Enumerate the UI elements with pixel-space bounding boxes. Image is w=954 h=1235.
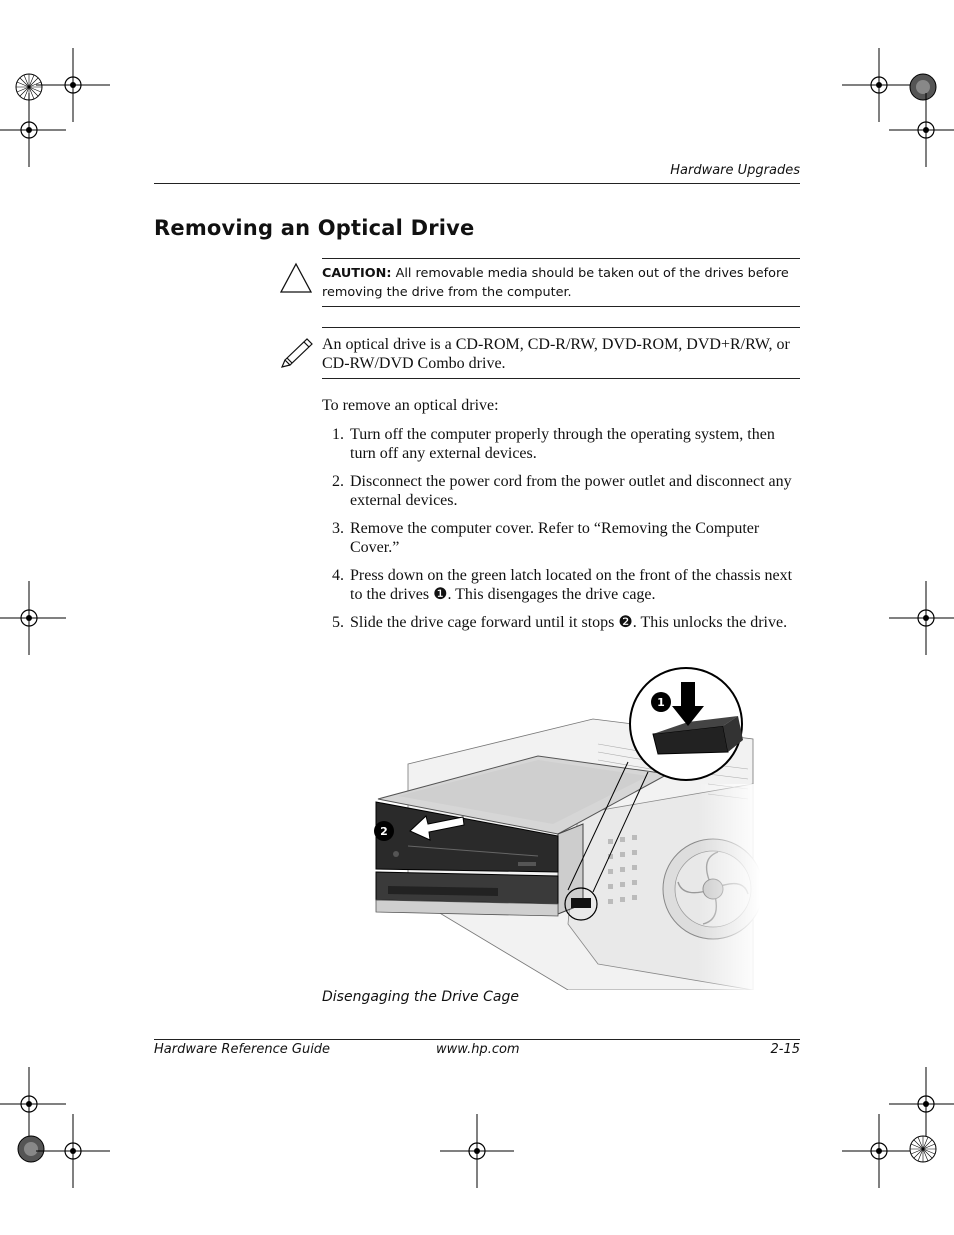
page-number: 2-15 xyxy=(770,1042,800,1057)
list-item xyxy=(322,613,802,632)
caution-notice xyxy=(322,264,800,302)
header-rule xyxy=(154,183,800,184)
footer-guide-title: Hardware Reference Guide xyxy=(154,1042,331,1057)
caution-triangle-icon xyxy=(279,262,313,294)
figure-caption: Disengaging the Drive Cage xyxy=(322,989,519,1005)
list-item xyxy=(322,472,802,510)
note-rule-bottom xyxy=(322,378,800,379)
step-number: 2. xyxy=(332,473,344,490)
section-title: Removing an Optical Drive xyxy=(154,216,475,240)
footer-rule xyxy=(154,1039,800,1040)
callout-1-label: 1 xyxy=(657,696,665,709)
list-item xyxy=(322,519,802,557)
drive-cage-illustration xyxy=(368,664,760,990)
step-list xyxy=(322,425,802,641)
caution-body: All removable media should be taken out of the drives before removing the drive from the computer. xyxy=(322,266,789,300)
footer-url: www.hp.com xyxy=(436,1042,520,1057)
crosshair-mark-icon xyxy=(0,581,66,655)
crosshair-mark-icon xyxy=(889,581,954,655)
crosshair-mark-icon xyxy=(0,93,66,167)
note-text: An optical drive is a CD-ROM, CD-R/RW, DVD-ROM, DVD+R/RW, or CD-RW/DVD Combo drive. xyxy=(322,336,790,372)
step-text: Turn off the computer properly through the operating system, then turn off any external devices. xyxy=(350,426,775,462)
registration-mark-icon xyxy=(886,1112,954,1186)
crosshair-mark-icon xyxy=(889,93,954,167)
step-number: 4. xyxy=(332,567,344,584)
running-head: Hardware Upgrades xyxy=(670,163,800,178)
caution-rule-bottom xyxy=(322,306,800,307)
list-item xyxy=(322,425,802,463)
step-text: Disconnect the power cord from the power outlet and disconnect any external devices. xyxy=(350,473,792,509)
step-number: 5. xyxy=(332,614,344,631)
crosshair-mark-icon xyxy=(440,1114,514,1188)
list-item xyxy=(322,566,802,604)
step-number: 3. xyxy=(332,520,344,537)
caution-rule-top xyxy=(322,258,800,259)
step-text: Press down on the green latch located on the front of the chassis next to the drives ❶. This disengages the drive cage. xyxy=(350,567,793,603)
crosshair-mark-icon xyxy=(36,1114,110,1188)
procedure-intro: To remove an optical drive: xyxy=(322,397,499,414)
caution-label: CAUTION: xyxy=(322,266,392,281)
step-text: Remove the computer cover. Refer to “Removing the Computer Cover.” xyxy=(350,520,760,556)
pencil-note-icon xyxy=(278,334,316,368)
callout-2-label: 2 xyxy=(380,825,388,838)
step-number: 1. xyxy=(332,426,344,443)
note-rule-top xyxy=(322,327,800,328)
step-text: Slide the drive cage forward until it stops ❷. This unlocks the drive. xyxy=(350,614,788,631)
